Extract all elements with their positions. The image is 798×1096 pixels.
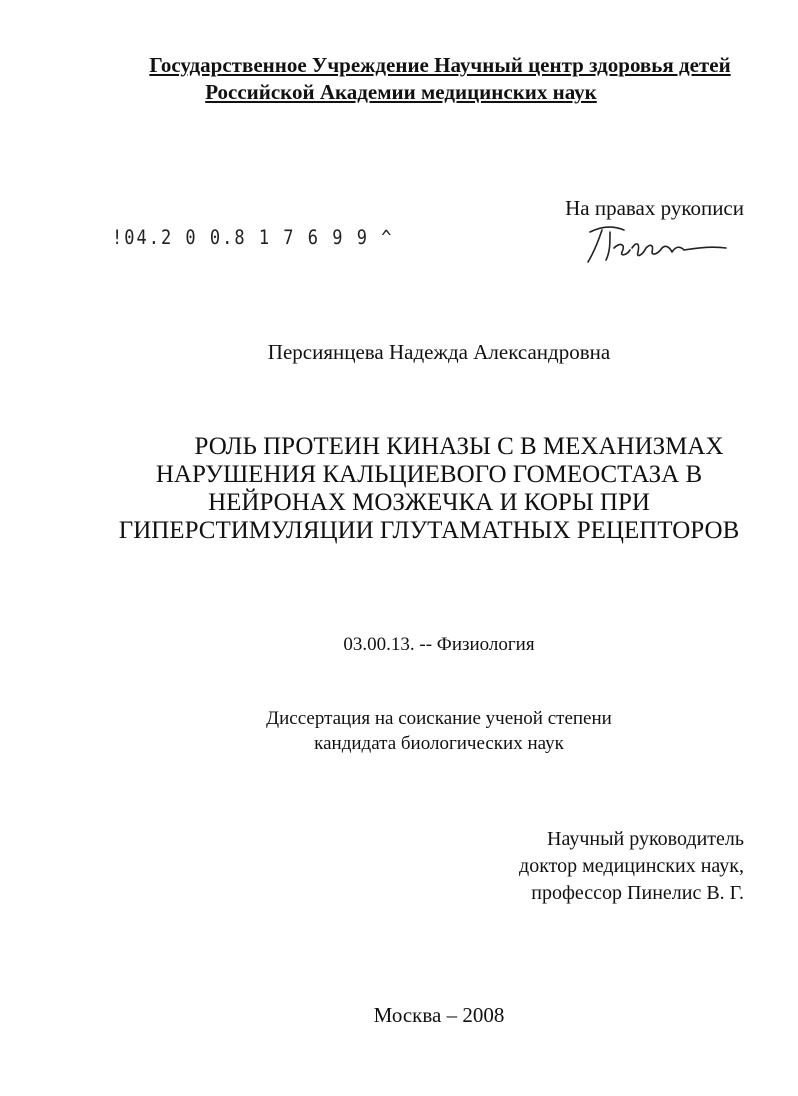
advisor-line-1: Научный руководитель [547,828,744,850]
city-year: Москва – 2008 [373,1003,505,1027]
degree-line-1: Диссертация на соискание ученой степени [266,708,612,729]
title-line-3: НЕЙРОНАХ МОЗЖЕЧКА И КОРЫ ПРИ [208,489,650,516]
institution-name-line-2: Российской Академии медицинских наук [205,80,597,104]
degree-line-2: кандидата биологических наук [314,733,564,754]
manuscript-rights-note: На правах рукописи [565,196,744,220]
institution-header [0,52,798,106]
handwritten-signature [580,218,730,273]
degree-statement [0,706,798,756]
specialty-code: 03.00.13. -- Физиология [343,634,535,655]
title-line-2: НАРУШЕНИЯ КАЛЬЦИЕВОГО ГОМЕОСТАЗА В [155,461,703,488]
title-line-1: РОЛЬ ПРОТЕИН КИНАЗЫ С В МЕХАНИЗМАХ [194,433,724,460]
thesis-title [0,433,798,545]
advisor-line-3: профессор Пинелис В. Г. [531,882,744,904]
institution-name-line-1: Государственное Учреждение Научный центр здоровья детей [149,53,731,77]
scientific-advisor [519,826,744,907]
title-line-4: ГИПЕРСТИМУЛЯЦИИ ГЛУТАМАТНЫХ РЕЦЕПТОРОВ [118,517,740,544]
archive-stamp-number: !04.2 0 0.8 1 7 6 9 9 ^ [112,226,394,250]
advisor-line-2: доктор медицинских наук, [519,855,744,877]
author-name: Персиянцева Надежда Александровна [267,340,611,364]
